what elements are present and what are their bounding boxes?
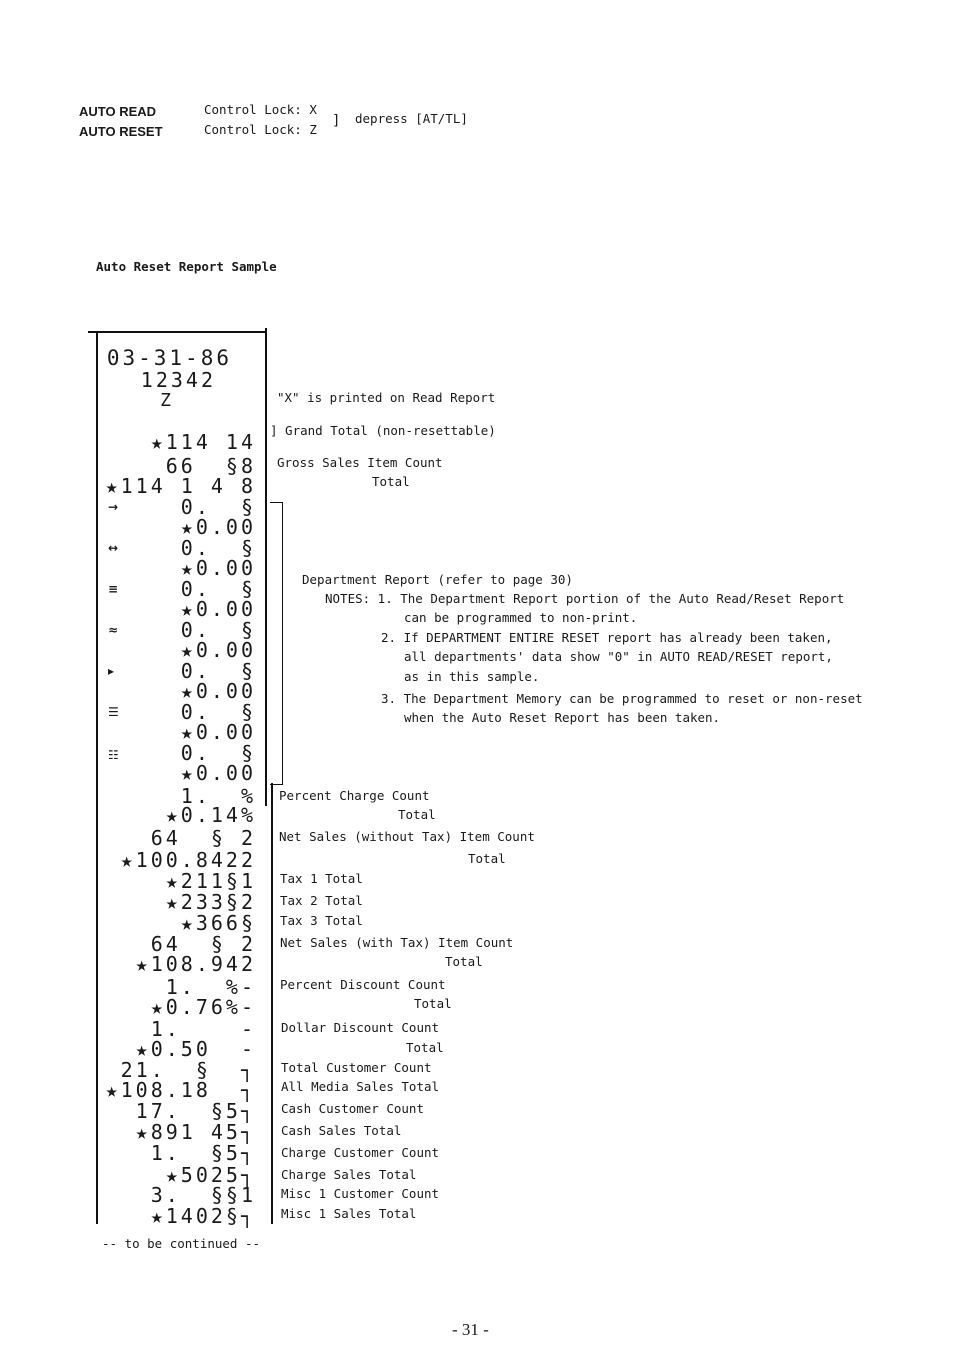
ann-misc1-count: Misc 1 Customer Count [281, 1186, 440, 1201]
ann-pct-charge-total: Total [398, 807, 436, 822]
ann-net-notax-total: Total [468, 851, 506, 866]
ann-note2b: all departments' data show "0" in AUTO READ/RESET report, [404, 649, 833, 664]
ann-cash-total: Cash Sales Total [281, 1123, 402, 1138]
receipt-line: ★233§2 [165, 890, 256, 914]
dept-7-symbol: ☷ [108, 748, 119, 762]
receipt-line: ★211§1 [165, 869, 256, 893]
ann-dollar-disc-count: Dollar Discount Count [281, 1020, 440, 1035]
ann-gross-total: Total [372, 474, 410, 489]
ann-net-tax-total: Total [445, 954, 483, 969]
receipt-line: ★891 45┐ [135, 1120, 256, 1144]
receipt-line: ★0.00 [180, 679, 256, 703]
ann-note3a: 3. The Department Memory can be programmed to reset or non-reset [381, 691, 863, 706]
receipt-line: ★0.00 [180, 638, 256, 662]
receipt-line: 3. §§1 [150, 1183, 256, 1207]
ann-note3b: when the Auto Reset Report has been taken. [404, 710, 721, 725]
section-title: Auto Reset Report Sample [96, 259, 277, 274]
ann-charge-total: Charge Sales Total [281, 1167, 417, 1182]
dept-6-symbol: ☰ [108, 705, 119, 719]
receipt-line: ★0.00 [180, 556, 256, 580]
ann-charge-count: Charge Customer Count [281, 1145, 440, 1160]
receipt-line: 0. § [180, 700, 256, 724]
receipt-line: 1. - [150, 1017, 256, 1041]
ann-misc1-total: Misc 1 Sales Total [281, 1206, 417, 1221]
dept-bracket-top [270, 502, 283, 503]
ann-note1b: can be programmed to non-print. [404, 610, 638, 625]
receipt-left-edge [96, 332, 98, 1224]
receipt-right-edge-lower [271, 783, 273, 1224]
receipt-line: 64 § 2 [150, 932, 256, 956]
receipt-line: ★5025┐ [165, 1163, 256, 1187]
receipt-line: ★0.00 [180, 761, 256, 785]
page-number: - 31 - [452, 1320, 489, 1339]
ann-net-tax-count: Net Sales (with Tax) Item Count [280, 935, 514, 950]
receipt-line: ★114 1 4 8 [105, 474, 256, 498]
dept-3-symbol: ≡ [108, 582, 119, 596]
ann-tax2: Tax 2 Total [280, 893, 363, 908]
ann-dollar-disc-total: Total [406, 1040, 444, 1055]
receipt-line: ★0.00 [180, 597, 256, 621]
receipt-line: ★0.00 [180, 515, 256, 539]
auto-read-label: AUTO READ [79, 104, 157, 119]
ann-tax1: Tax 1 Total [280, 871, 363, 886]
receipt-line: 1. % [180, 784, 256, 808]
receipt-line: 0. § [180, 741, 256, 765]
auto-reset-label: AUTO RESET [79, 124, 163, 139]
ann-gross-count: Gross Sales Item Count [277, 455, 443, 470]
ann-note2c: as in this sample. [404, 669, 540, 684]
header-action: depress [AT/TL] [355, 111, 468, 126]
auto-reset-lock: Control Lock: Z [204, 122, 317, 137]
ann-tax3: Tax 3 Total [280, 913, 363, 928]
auto-read-lock: Control Lock: X [204, 102, 317, 117]
receipt-line: 0. § [180, 536, 256, 560]
receipt-line: ★0.76%- [150, 995, 256, 1019]
dept-2-symbol: ↔ [108, 541, 119, 555]
receipt-line: ★1402§┐ [150, 1204, 256, 1228]
ann-grand-total: ] Grand Total (non-resettable) [270, 423, 496, 438]
receipt-top-edge [88, 331, 266, 333]
dept-5-symbol: ▸ [108, 664, 115, 678]
receipt-line: ★0.00 [180, 720, 256, 744]
ann-note1a: NOTES: 1. The Department Report portion of the Auto Read/Reset Report [325, 591, 845, 606]
ann-note2a: 2. If DEPARTMENT ENTIRE RESET report has already been taken, [381, 630, 833, 645]
ann-net-notax-count: Net Sales (without Tax) Item Count [279, 829, 535, 844]
receipt-line: 0. § [180, 618, 256, 642]
ann-pct-disc-count: Percent Discount Count [280, 977, 446, 992]
dept-1-symbol: → [108, 500, 119, 514]
receipt-line: 66 §8 [165, 454, 256, 478]
receipt-body [100, 340, 262, 1228]
receipt-line: 1. %- [165, 975, 256, 999]
ann-total-customer: Total Customer Count [281, 1060, 432, 1075]
ann-cash-count: Cash Customer Count [281, 1101, 424, 1116]
receipt-line: 0. § [180, 495, 256, 519]
receipt-line: ★108.18 ┐ [105, 1078, 256, 1102]
ann-all-media: All Media Sales Total [281, 1079, 440, 1094]
receipt-line: ★0.50 - [135, 1037, 256, 1061]
dept-4-symbol: ≈ [108, 623, 119, 637]
receipt-mode-char: Z [160, 390, 174, 411]
receipt-line: ★0.14% [165, 803, 256, 827]
ann-pct-disc-total: Total [414, 996, 452, 1011]
receipt-line: 17. §5┐ [135, 1099, 256, 1123]
header-bracket: ] [332, 113, 341, 129]
receipt-right-edge [265, 328, 267, 806]
receipt-line: ★108.942 [135, 952, 256, 976]
ann-pct-charge-count: Percent Charge Count [279, 788, 430, 803]
receipt-line: 0. § [180, 659, 256, 683]
receipt-line: ★366§ [180, 911, 256, 935]
receipt-date: 03-31-86 [106, 346, 232, 370]
receipt-line: ★100.8422 [120, 848, 256, 872]
receipt-line: ★114 14 [150, 430, 256, 454]
ann-printed-x: "X" is printed on Read Report [277, 390, 496, 405]
receipt-line: 64 § 2 [150, 826, 256, 850]
ann-dept-report: Department Report (refer to page 30) [302, 572, 573, 587]
receipt-line: 21. § ┐ [120, 1058, 256, 1082]
dept-bracket-bottom [270, 784, 283, 785]
receipt-number: 12342 [140, 368, 216, 392]
continued-note: -- to be continued -- [102, 1236, 261, 1251]
receipt-line: 0. § [180, 577, 256, 601]
receipt-line: 1. §5┐ [150, 1141, 256, 1165]
dept-bracket-vertical [282, 502, 283, 784]
